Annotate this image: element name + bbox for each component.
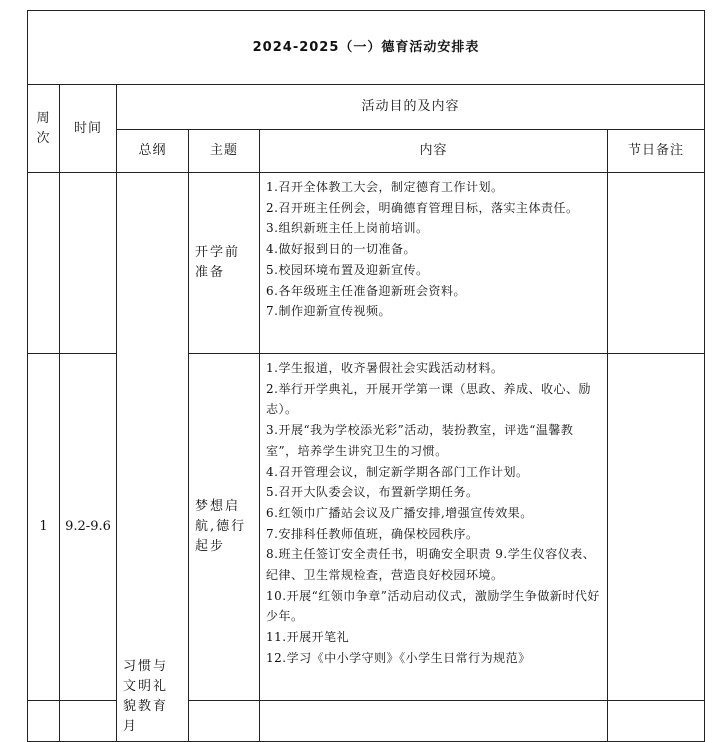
- list-item: 5.校园环境布置及迎新宣传。: [266, 262, 429, 277]
- time-cell: [60, 173, 117, 354]
- header-theme: 主题: [189, 130, 260, 173]
- theme-cell: 开学前准备: [189, 173, 260, 354]
- header-row-1: [28, 85, 705, 130]
- list-item: 5.召开大队委会议，布置新学期任务。: [266, 485, 479, 500]
- holiday-cell: [608, 173, 705, 354]
- time-cell: [60, 701, 117, 742]
- list-item: 4.做好报到日的一切准备。: [266, 242, 416, 257]
- title-row: [28, 11, 705, 85]
- list-item: 12.学习《中小学守则》《小学生日常行为规范》: [266, 650, 531, 665]
- header-activity-group: 活动目的及内容: [117, 85, 705, 130]
- theme-cell: 梦想启航,德行起步: [189, 354, 260, 701]
- list-item: 8.班主任签订安全责任书，明确安全职责 9.学生仪容仪表、纪律、卫生常规检查，营造良好校园环境。: [266, 547, 596, 583]
- list-item: 3.组织新班主任上岗前培训。: [266, 221, 429, 236]
- list-item: 2.召开班主任例会，明确德育管理目标，落实主体责任。: [266, 200, 579, 215]
- header-holiday: 节日备注: [608, 130, 705, 173]
- list-item: 6.各年级班主任准备迎新班会资料。: [266, 283, 466, 298]
- list-item: 4.召开管理会议，制定新学期各部门工作计划。: [266, 464, 529, 479]
- header-outline: 总纲: [117, 130, 189, 173]
- content-cell: [260, 173, 608, 354]
- list-item: 10.开展“红领巾争章”活动启动仪式，激励学生争做新时代好少年。: [266, 588, 600, 624]
- content-cell: [260, 701, 608, 742]
- header-row-2: [28, 130, 705, 173]
- outline-cell: [117, 173, 189, 742]
- holiday-cell: [608, 354, 705, 701]
- holiday-cell: [608, 701, 705, 742]
- content-list: [266, 358, 601, 669]
- list-item: 1.召开全体教工大会，制定德育工作计划。: [266, 180, 504, 194]
- list-item: 1.学生报道，收齐暑假社会实践活动材料。: [266, 361, 504, 375]
- time-cell: 9.2-9.6: [60, 354, 117, 701]
- header-time: 时间: [60, 85, 117, 173]
- list-item: 3.开展“我为学校添光彩”活动，装扮教室，评选“温馨教室”，培养学生讲究卫生的习惯。: [266, 423, 574, 458]
- header-week-text: 周次: [36, 110, 51, 146]
- content-cell: [260, 354, 608, 701]
- content-list: [266, 177, 601, 322]
- list-item: 7.制作迎新宣传视频。: [266, 304, 391, 319]
- week-cell: 1: [28, 354, 60, 701]
- week-cell: [28, 173, 60, 354]
- schedule-table: [27, 10, 705, 742]
- list-item: 11.开展开笔礼: [266, 630, 350, 645]
- list-item: 7.安排科任教师值班，确保校园秩序。: [266, 526, 479, 541]
- theme-cell: [189, 701, 260, 742]
- header-week: [28, 85, 60, 173]
- outline-text: 习惯与文明礼貌教育月: [123, 659, 169, 734]
- table-row: [28, 173, 705, 354]
- header-content: 内容: [260, 130, 608, 173]
- list-item: 6.红领巾广播站会议及广播安排,增强宣传效果。: [266, 505, 533, 520]
- page-title: 2024-2025（一）德育活动安排表: [28, 11, 705, 85]
- list-item: 2.举行开学典礼，开展开学第一课（思政、养成、收心、励志）。: [266, 381, 591, 417]
- week-cell: [28, 701, 60, 742]
